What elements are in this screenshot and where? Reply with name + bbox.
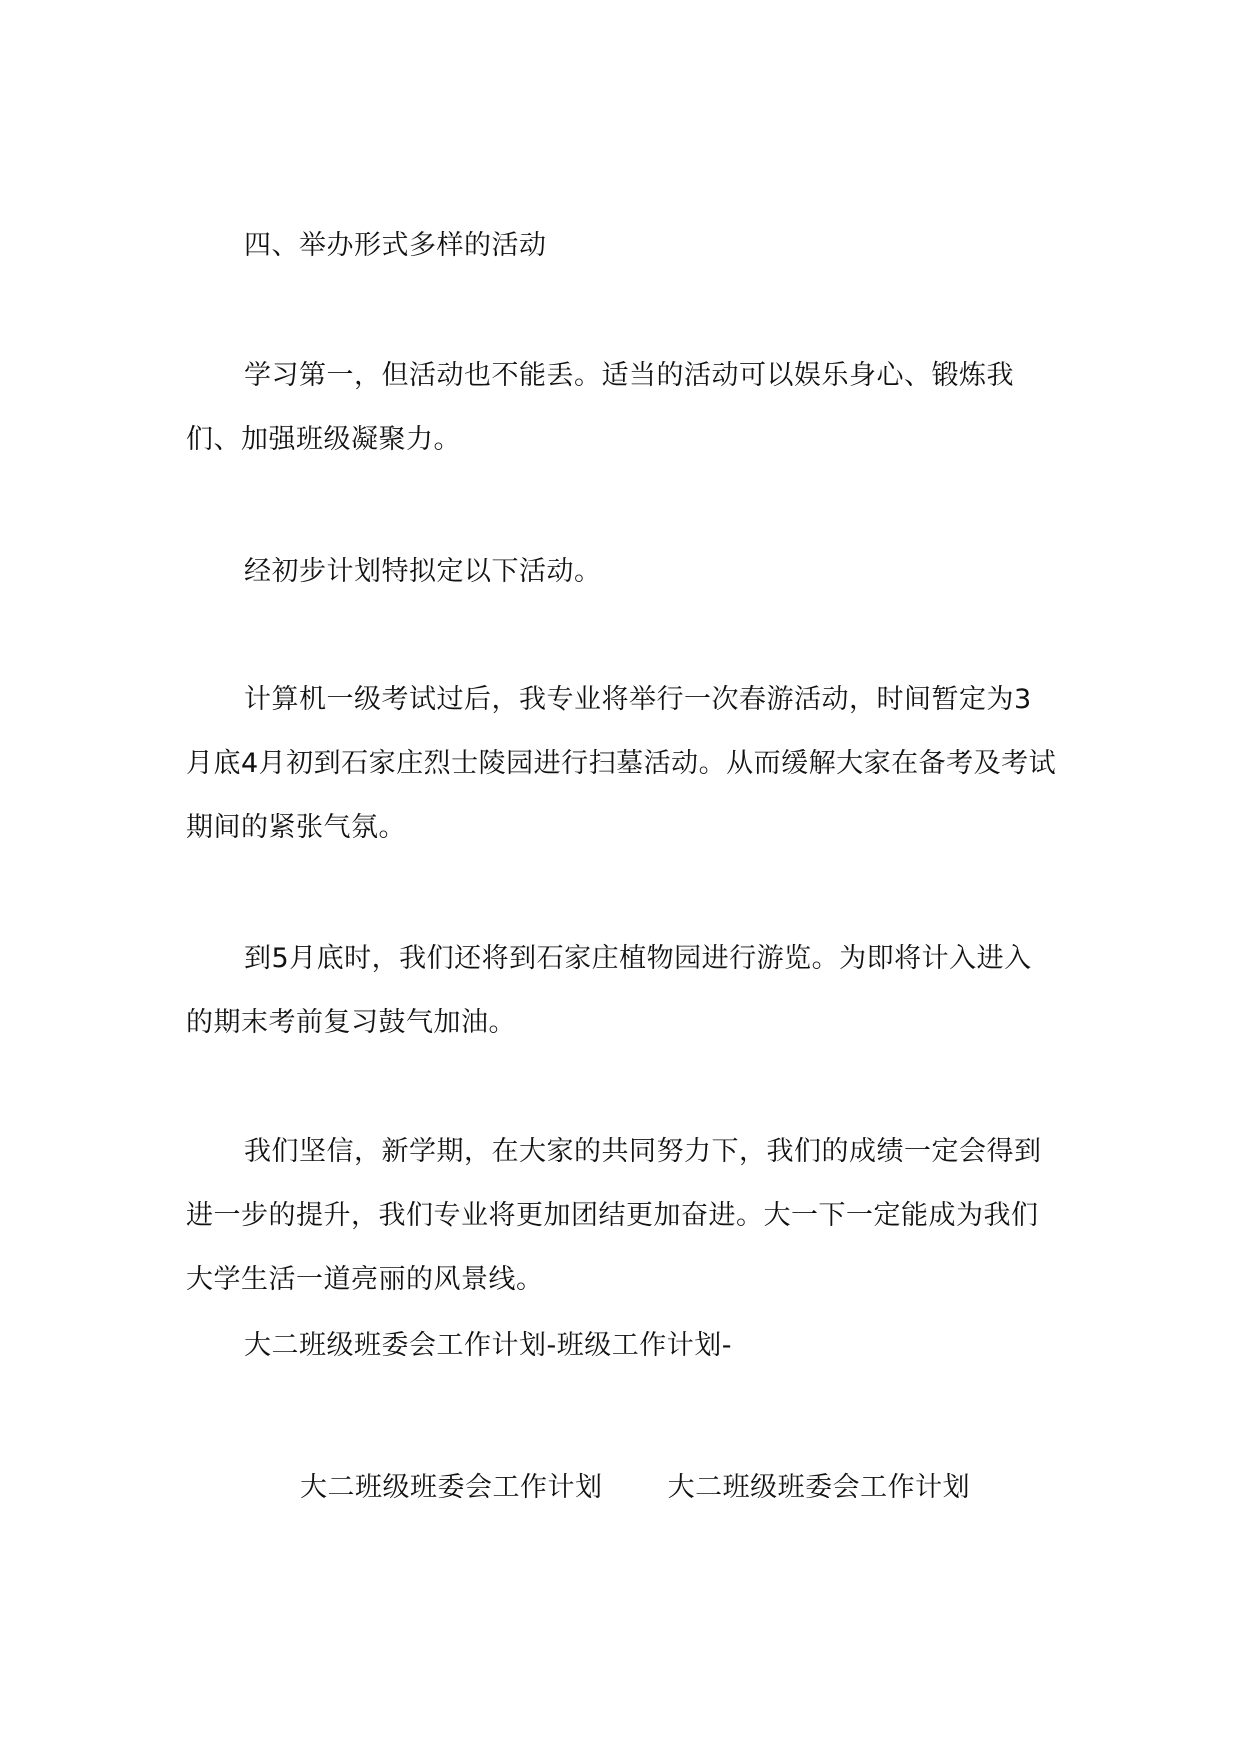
repeated-title: 大二班级班委会工作计划 (667, 1472, 971, 1503)
paragraph-botanical-garden: 到5月底时，我们还将到石家庄植物园进行游览。为即将计入进入的期末考前复习鼓气加油。 (186, 943, 1032, 1038)
paragraph-spring-outing: 计算机一级考试过后，我专业将举行一次春游活动，时间暂定为3月底4月初到石家庄烈士陵园进行扫墓活动。从而缓解大家在备考及考试期间的紧张气氛。 (186, 684, 1057, 843)
repeated-title: 大二班级班委会工作计划 (300, 1472, 603, 1503)
repeated-title-row (300, 1456, 970, 1520)
paragraph-study-first: 学习第一，但活动也不能丢。适当的活动可以娱乐身心、锻炼我们、加强班级凝聚力。 (186, 360, 1014, 455)
paragraph-conclusion: 我们坚信，新学期，在大家的共同努力下，我们的成绩一定会得到进一步的提升，我们专业将更加团结更加奋进。大一下一定能成为我们大学生活一道亮丽的风景线。 (186, 1136, 1042, 1295)
document-title-line: 大二班级班委会工作计划-班级工作计划- (244, 1330, 732, 1361)
paragraph-plan-intro: 经初步计划特拟定以下活动。 (244, 556, 602, 587)
section-heading: 四、举办形式多样的活动 (244, 230, 547, 261)
